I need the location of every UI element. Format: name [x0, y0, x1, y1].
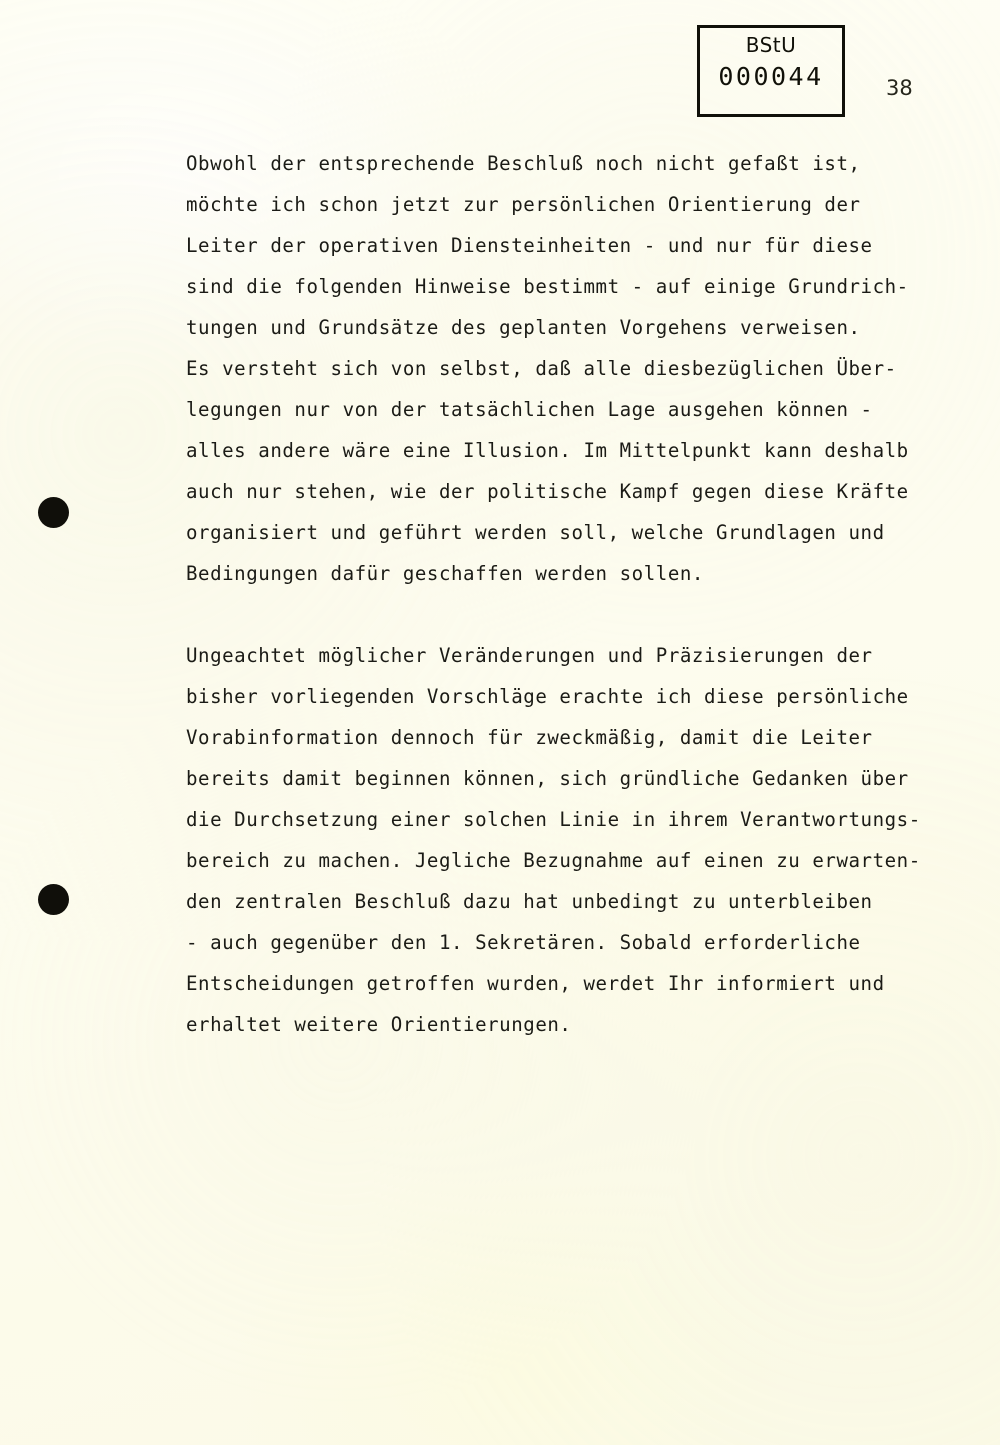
text-line: organisiert und geführt werden soll, welche Grundlagen und: [186, 521, 885, 544]
stamp-document-number: 000044: [718, 62, 824, 91]
text-line: möchte ich schon jetzt zur persönlichen Orientierung der: [186, 193, 861, 216]
page-number: 38: [886, 76, 913, 100]
text-line: Entscheidungen getroffen wurden, werdet Ihr informiert und: [186, 972, 885, 995]
text-line: erhaltet weitere Orientierungen.: [186, 1013, 572, 1036]
text-line: - auch gegenüber den 1. Sekretären. Sobald erforderliche: [186, 931, 861, 954]
text-line: Obwohl der entsprechende Beschluß noch nicht gefaßt ist,: [186, 152, 861, 175]
text-line: tungen und Grundsätze des geplanten Vorgehens verweisen.: [186, 316, 861, 339]
stamp-archive-label: BStU: [745, 33, 797, 57]
text-line: die Durchsetzung einer solchen Linie in ihrem Verantwortungs-: [186, 808, 921, 831]
bstu-archive-stamp: [697, 25, 845, 117]
text-line: bereits damit beginnen können, sich gründliche Gedanken über: [186, 767, 909, 790]
text-line: Ungeachtet möglicher Veränderungen und Präzisierungen der: [186, 644, 873, 667]
text-line: Es versteht sich von selbst, daß alle diesbezüglichen Über-: [186, 357, 897, 380]
text-line: Bedingungen dafür geschaffen werden sollen.: [186, 562, 704, 585]
paragraph-1: [186, 143, 946, 594]
document-body: [186, 143, 946, 1045]
text-line: sind die folgenden Hinweise bestimmt - auf einige Grundrich-: [186, 275, 909, 298]
text-line: bereich zu machen. Jegliche Bezugnahme auf einen zu erwarten-: [186, 849, 921, 872]
punch-hole-upper: [38, 497, 69, 528]
text-line: Vorabinformation dennoch für zweckmäßig, damit die Leiter: [186, 726, 873, 749]
paragraph-2: [186, 635, 946, 1045]
text-line: den zentralen Beschluß dazu hat unbedingt zu unterbleiben: [186, 890, 873, 913]
text-line: auch nur stehen, wie der politische Kampf gegen diese Kräfte: [186, 480, 909, 503]
punch-hole-lower: [38, 884, 69, 915]
text-line: bisher vorliegenden Vorschläge erachte ich diese persönliche: [186, 685, 909, 708]
text-line: alles andere wäre eine Illusion. Im Mittelpunkt kann deshalb: [186, 439, 909, 462]
text-line: legungen nur von der tatsächlichen Lage ausgehen können -: [186, 398, 873, 421]
text-line: Leiter der operativen Diensteinheiten - und nur für diese: [186, 234, 873, 257]
